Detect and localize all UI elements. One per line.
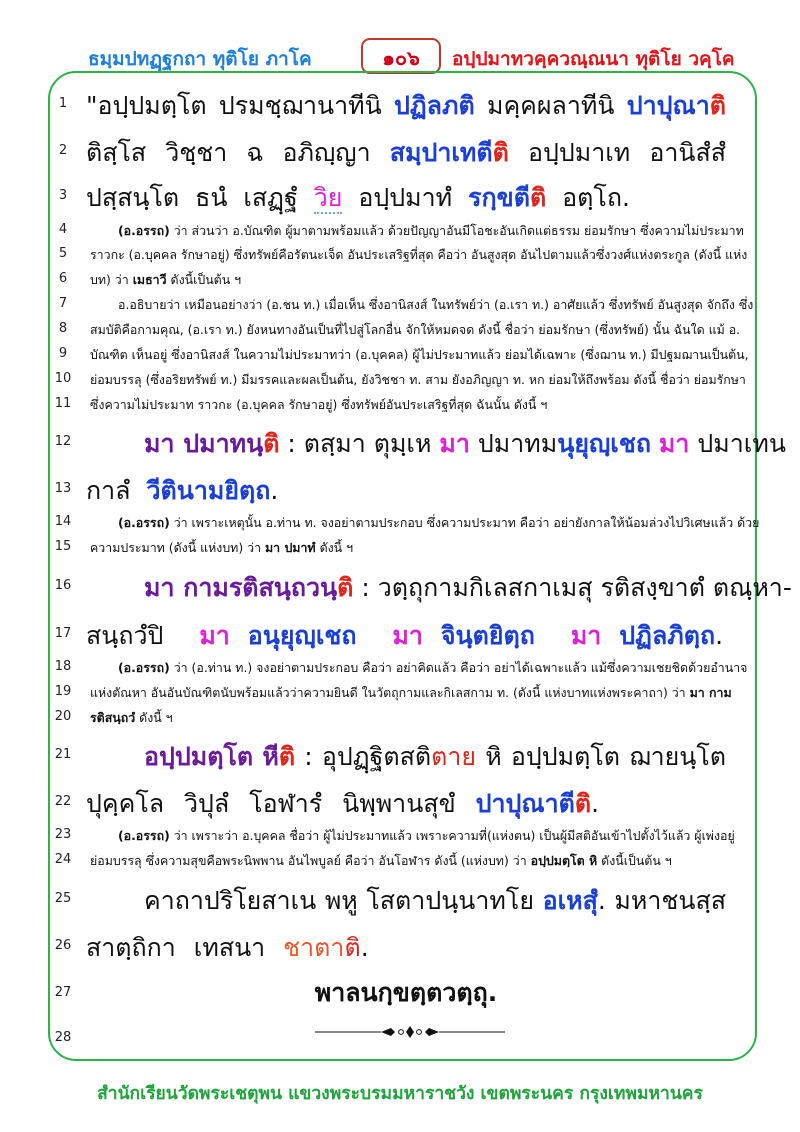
highlight-term: อนุยุญฺเชถ xyxy=(247,621,357,650)
text-run: สาตฺถิกา เทสนา xyxy=(86,933,266,962)
text-run: อปฺปมาทํ xyxy=(358,183,453,212)
highlight-term xyxy=(262,742,295,771)
text-run: ดังนี้ ฯ xyxy=(319,540,354,555)
term-prefix: ปมาทม xyxy=(477,429,558,458)
commentary-line-4 xyxy=(90,222,744,241)
header-right-title: อปฺปมาทวคฺควณฺณนา ทุติโย วคฺโค xyxy=(452,48,735,70)
text-run: บท) ว่า xyxy=(90,272,129,287)
highlight-term: จินฺตยิตฺถ xyxy=(440,621,535,650)
line-number: 12 xyxy=(54,434,72,449)
highlight-term xyxy=(390,138,509,167)
commentary-line-23 xyxy=(90,827,735,846)
line-number: 10 xyxy=(54,371,72,386)
line-number: 18 xyxy=(54,659,72,674)
suffix-mark: ตาย xyxy=(431,742,477,771)
line-number: 7 xyxy=(58,296,68,311)
highlight-term xyxy=(283,933,361,962)
highlight-term xyxy=(476,789,592,818)
text-run: ดังนี้เป็นต้น ฯ xyxy=(601,853,672,868)
line-number: 5 xyxy=(58,246,68,261)
line-number: 1 xyxy=(58,96,68,111)
verse-line-1 xyxy=(86,86,726,126)
iti-particle: ติ xyxy=(709,91,727,120)
commentary-line-5 xyxy=(90,246,748,265)
line-number: 26 xyxy=(54,938,72,953)
highlight-term: มา xyxy=(199,621,230,650)
commentary-tag: (อ.อรรถ) xyxy=(118,515,170,530)
text-run: กาลํ xyxy=(86,476,131,505)
commentary-line-8 xyxy=(90,321,741,340)
line-number: 17 xyxy=(54,626,72,641)
text-run: ดังนี้เป็นต้น ฯ xyxy=(170,272,242,287)
text-run: : วตฺถุกามกิเลสกาเมสุ รติสงฺขาตํ ตณฺหา- xyxy=(361,573,792,602)
iti-particle: ติ xyxy=(337,573,354,602)
page-number-box: ๑๐๖ xyxy=(361,38,441,74)
highlight-term: มา xyxy=(392,621,423,650)
line-number: 25 xyxy=(54,891,72,906)
highlight-term: มา xyxy=(570,621,602,650)
text-run: ว่า ส่วนว่า อ.บัณฑิต ผู้มาตามพร้อมแล้ว ด้วยปัญญาอันมีโอชะอันเกิดแต่ธรรม ย่อมรักษา ซึ่งความไม่ประมาท xyxy=(173,223,744,238)
commentary-line-9 xyxy=(90,346,749,365)
line-number: 21 xyxy=(54,747,72,762)
term-stem: มา ปมาทนฺ xyxy=(144,429,264,458)
line-number: 23 xyxy=(54,827,72,842)
highlight-term xyxy=(144,573,353,602)
text-run: สมบัติคือกามคุณ, (อ.เรา ท.) ยังหนทางอันเป็นที่ไปสู่โลกอื่น จักให้หมดจด ดังนี้ ชื่อว่า ย่อมรักษา (ซึ่งทรัพย์) นั้น ฉันใด แม้ อ. xyxy=(90,322,741,337)
text-run: ปสฺสนฺโต ธนํ เสฏฺฐํ xyxy=(86,183,298,212)
commentary-tag: (อ.อรรถ) xyxy=(118,828,170,843)
text-run: หิ อปฺปมตฺโต ฌายนฺโต xyxy=(485,742,727,771)
text-run: ย่อมบรรลุ (ซึ่งอริยทรัพย์ ท.) มีมรรคและผลเป็นต้น, ยังวิชชา ท. สาม ยังอภิญญา ท. หก ย่อมให้ถึงพร้อม ดังนี้ ชื่อว่า ย่อมรักษา xyxy=(90,372,746,387)
commentary-line-6 xyxy=(90,271,726,290)
text-run: ว่า (อ.ท่าน ท.) จงอย่าตามประกอบ คือว่า อย่าคิดแล้ว คือว่า อย่าได้เฉพาะแล้ว แม้ซึ่งความเชยชิดด้วยอำนาจ xyxy=(173,660,748,675)
text-run: ว่า เพราะเหตุนั้น อ.ท่าน ท. จงอย่าตามประกอบ ซึ่งความประมาท คือว่า อย่ายังกาลให้น้อมล่วงไปวิเศษแล้ว ด้วย xyxy=(173,515,760,530)
line-number: 13 xyxy=(54,481,72,496)
iti-particle: ติ xyxy=(492,138,509,167)
highlight-term: วิย xyxy=(313,183,343,212)
ornament-divider-icon xyxy=(315,1025,505,1039)
text-run: ปุคฺคโล วิปุลํ โอฬารํ นิพฺพานสุขํ xyxy=(86,789,456,818)
bold-term: มา ปมาทํ xyxy=(265,540,316,555)
text-run: ความประมาท (ดังนี้ แห่งบท) ว่า xyxy=(90,540,262,555)
text-run: ติสฺโส วิชฺชา ฉ อภิญฺญา xyxy=(86,138,371,167)
iti-particle: ติ xyxy=(344,933,361,962)
term-stem: ปาปุณา xyxy=(626,91,710,120)
highlight-term: ปฏิลภติ xyxy=(394,91,475,120)
highlight-term xyxy=(627,91,726,120)
line-number: 22 xyxy=(54,794,72,809)
verse-line-2 xyxy=(86,133,726,173)
line-number: 20 xyxy=(54,709,72,724)
line-number: 28 xyxy=(54,1030,72,1045)
text-run: มคฺคผลาทีนิ xyxy=(486,91,615,120)
header-left-title: ธมฺมปทฏฺฐกถา ทุติโย ภาโค xyxy=(88,48,312,70)
text-run: สนฺถวํปิ xyxy=(86,621,164,650)
text-run: ดังนี้ ฯ xyxy=(139,710,173,725)
line-number: 16 xyxy=(54,578,72,593)
text-run: บัณฑิต เห็นอยู่ ซึ่งอานิสงส์ ในความไม่ประมาทว่า (อ.บุคคล) ผู้ไม่ประมาทแล้ว ย่อมได้เฉพาะ (ซึ่งฌาน ท.) มีปฐมฌานเป็นต้น, xyxy=(90,347,749,362)
highlight-term: ปฏิลภิตฺถ xyxy=(619,621,716,650)
line-number: 27 xyxy=(54,985,72,1000)
text-run: . มหาชนสฺส xyxy=(597,886,726,915)
verse-line-17 xyxy=(86,616,726,656)
verse-line-22 xyxy=(86,784,726,824)
line-number: 11 xyxy=(54,396,72,411)
text-run: : ตสฺมา ตุมฺเห xyxy=(287,429,432,458)
iti-particle: ติ xyxy=(529,183,547,212)
commentary-tag: (อ.อรรถ) xyxy=(118,223,170,238)
text-run: ย่อมบรรลุ ซึ่งความสุขคือพระนิพพาน อันไพบูลย์ คือว่า อันโอฬาร ดังนี้ (แห่งบท) ว่า xyxy=(90,853,527,868)
iti-particle: ติ xyxy=(574,789,592,818)
term-stem: รกฺขตี xyxy=(468,183,530,212)
commentary-line-11 xyxy=(90,396,726,415)
verse-line-21 xyxy=(86,737,726,777)
line-number: 19 xyxy=(54,684,72,699)
text-run: อตฺโถ. xyxy=(562,183,630,212)
text-run xyxy=(543,886,726,915)
commentary-line-24 xyxy=(90,852,726,871)
term-stem: ปาปุณาตี xyxy=(475,789,575,818)
term-stem: หี xyxy=(262,742,279,771)
term-stem: สมฺปาเทตี xyxy=(389,138,493,167)
highlight-term: อปฺปมตฺโต xyxy=(144,742,254,771)
footer-address: สำนักเรียนวัดพระเชตุพน แขวงพระบรมมหาราชวัง เขตพระนคร กรุงเทพมหานคร xyxy=(97,1084,703,1104)
text-run: ราวกะ (อ.บุคคล รักษาอยู่) ซึ่งทรัพย์คือรัตนะเจ็ด อันประเสริฐที่สุด คือว่า อันสูงสุด อันไปตามแล้วซึ่งวงศ์แห่งตระกูล (ดังนี้ แห่ง xyxy=(90,247,748,262)
line-number: 4 xyxy=(58,222,68,237)
commentary-line-14 xyxy=(90,514,760,533)
commentary-line-10 xyxy=(90,371,746,390)
bold-term: มา กาม xyxy=(689,685,732,700)
highlight-term: มา xyxy=(658,429,690,458)
bold-term: รติสนฺถวํ xyxy=(90,710,136,725)
text-run: . xyxy=(715,621,724,650)
term-stem: ชาตา xyxy=(283,933,345,962)
text-run: อปฺปมาเท อานิสํสํ xyxy=(527,138,727,167)
commentary-line-20 xyxy=(90,709,726,728)
bold-term: อปฺปมตฺโต หิ xyxy=(530,853,598,868)
text-run: ว่า เพราะว่า อ.บุคคล ชื่อว่า ผู้ไม่ประมาทแล้ว เพราะความที่(แห่งตน) เป็นผู้มีสติอันเข้าไปตั้งไว้แล้ว ผู้เพ่งอยู่ xyxy=(173,828,735,843)
verse-line-26 xyxy=(86,928,726,968)
line-number: 24 xyxy=(54,852,72,867)
text-run: . xyxy=(270,476,279,505)
text-run xyxy=(478,429,651,458)
commentary-line-7 xyxy=(90,296,754,315)
story-end-title: พาลนกฺขตฺตวตฺถุ. xyxy=(314,978,498,1007)
commentary-line-18 xyxy=(90,659,748,678)
term-prefix: : อุปฏฺฐิตสติ xyxy=(304,742,432,771)
bold-term: เมธาวี xyxy=(132,272,167,287)
text-run xyxy=(304,742,476,771)
verse-line-25 xyxy=(86,881,726,921)
iti-particle: ติ xyxy=(278,742,296,771)
line-number: 2 xyxy=(58,143,68,158)
commentary-tag: (อ.อรรถ) xyxy=(118,660,170,675)
highlight-term: มา xyxy=(439,429,470,458)
verse-line-16 xyxy=(86,568,792,608)
text-run: ซึ่งความไม่ประมาท ราวกะ (อ.บุคคล รักษาอยู่) ซึ่งทรัพย์อันประเสริฐที่สุด ฉันนั้น ดังนี้ ฯ xyxy=(90,397,548,412)
text-run: แห่งตัณหา อันอันบัณฑิตนับพร้อมแล้วว่าความยินดี ในวัตถุกามและกิเลสกาม ท. (ดังนี้ แห่งบาทแห่งพระคาถา) ว่า xyxy=(90,685,686,700)
line-number: 3 xyxy=(58,188,68,203)
verse-line-12 xyxy=(86,424,786,464)
highlight-term xyxy=(144,429,279,458)
verse-line-3 xyxy=(86,178,726,218)
commentary-line-19 xyxy=(90,684,732,703)
highlight-term: วีตินามยิตฺถ xyxy=(146,476,271,505)
text-run: . xyxy=(360,933,369,962)
line-number: 14 xyxy=(54,514,72,529)
line-number: 15 xyxy=(54,539,72,554)
line-number: 9 xyxy=(58,346,68,361)
iti-particle: ติ xyxy=(263,429,280,458)
term-stem: มา กามรติสนฺถวนฺ xyxy=(144,573,338,602)
text-run: "อปฺปมตฺโต ปรมชฺฌานาทีนิ xyxy=(86,91,382,120)
highlight-term: นุยุญฺเชถ xyxy=(557,429,651,458)
line-number: 8 xyxy=(58,321,68,336)
verse-line-13 xyxy=(86,471,726,511)
commentary-line-15 xyxy=(90,539,726,558)
text-run: . xyxy=(591,789,600,818)
line-number: 6 xyxy=(58,271,68,286)
highlight-term: อเหสุํ xyxy=(542,886,598,915)
text-run: ปมาเทน xyxy=(697,429,786,458)
highlight-term xyxy=(468,183,546,212)
text-run: อ.อธิบายว่า เหมือนอย่างว่า (อ.ชน ท.) เมื่อเห็น ซึ่งอานิสงส์ ในทรัพย์ว่า (อ.เรา ท.) อาศัยแล้ว ซึ่งทรัพย์ อันสูงสุด จักถึง ซึ่ง xyxy=(118,297,754,312)
text-run: คาถาปริโยสาเน พหู โสตาปนฺนาทโย xyxy=(144,886,534,915)
